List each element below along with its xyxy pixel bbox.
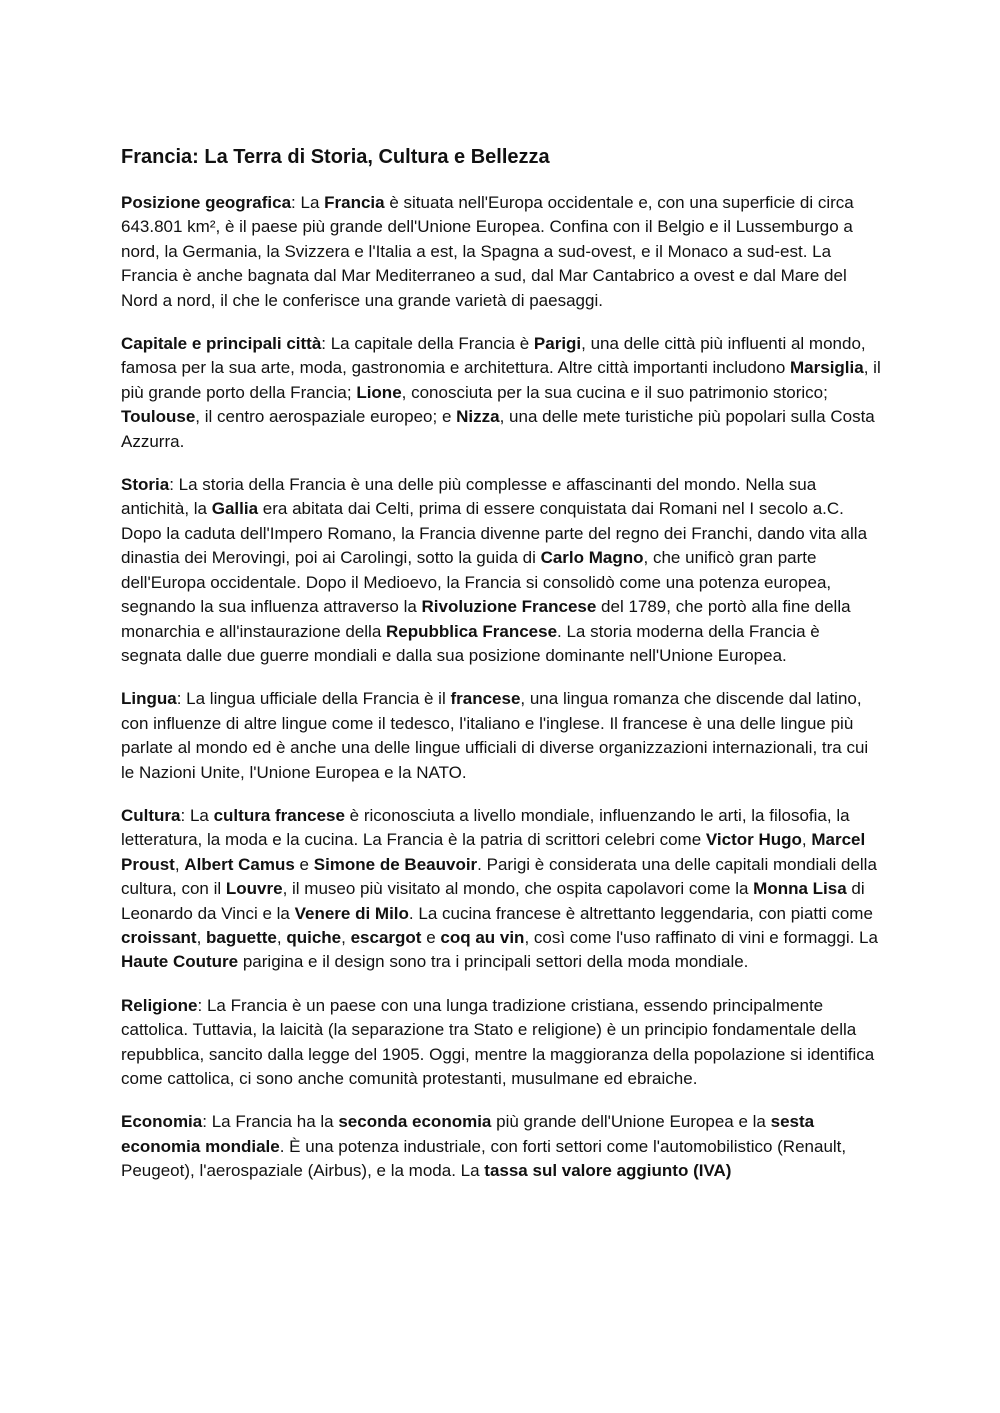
bold-term: Storia xyxy=(121,475,170,495)
body-text: : La lingua ufficiale della Francia è il xyxy=(176,689,451,709)
paragraph-cultura xyxy=(121,804,881,975)
body-text: : La xyxy=(180,805,214,825)
body-text: , il museo più visitato al mondo, che ospita capolavori come la xyxy=(282,879,754,899)
bold-term: Monna Lisa xyxy=(753,879,847,899)
bold-term: baguette xyxy=(206,927,277,947)
body-text: , una delle città più influenti al mondo, famosa per la sua arte, moda, gastronomia e architettura. Altre città importanti includono xyxy=(121,334,866,378)
bold-term: Gallia xyxy=(211,499,259,519)
paragraph-capitale xyxy=(121,332,881,454)
bold-term: Economia xyxy=(121,1112,203,1132)
bold-term: Repubblica Francese xyxy=(386,621,558,641)
body-text: : La capitale della Francia è xyxy=(321,334,534,354)
bold-term: Venere di Milo xyxy=(294,903,409,923)
body-text: . È una potenza industriale, con forti settori come l'automobilistico (Renault, Peugeot), l'aerospaziale (Airbus), e la moda. La xyxy=(121,1136,847,1181)
bold-term: Lingua xyxy=(121,689,177,709)
body-text: , xyxy=(276,927,287,947)
bold-term: tassa sul valore aggiunto (IVA) xyxy=(484,1161,732,1181)
document-page xyxy=(121,143,881,1203)
body-text: , xyxy=(801,830,812,850)
bold-term: Rivoluzione Francese xyxy=(421,597,597,617)
body-text: è riconosciuta a livello mondiale, influenzando le arti, la filosofia, la letteratura, la moda e la cucina. La Francia è la patria di scrittori celebri come xyxy=(121,805,850,850)
bold-term: Carlo Magno xyxy=(540,548,644,568)
body-text: , il centro aerospaziale europeo; e xyxy=(195,407,457,427)
document-body xyxy=(121,191,881,1184)
body-text: e xyxy=(294,854,314,874)
bold-term: Nizza xyxy=(456,407,500,427)
bold-term: Francia xyxy=(324,193,385,212)
body-text: e xyxy=(421,927,441,947)
body-text: , una delle mete turistiche più popolari sulla Costa Azzurra. xyxy=(121,407,875,451)
bold-term: Haute Couture xyxy=(121,952,239,972)
bold-term: Louvre xyxy=(225,879,283,899)
bold-term: coq au vin xyxy=(440,927,525,947)
body-text: , così come l'uso raffinato di vini e formaggi. La xyxy=(524,927,878,947)
bold-term: Victor Hugo xyxy=(705,830,802,850)
bold-term: francese xyxy=(450,689,521,709)
bold-term: Religione xyxy=(121,995,198,1015)
body-text: è situata nell'Europa occidentale e, con una superficie di circa 643.801 km², è il paese più grande dell'Unione Europea. Confina con il Belgio e il Lussemburgo a nord, la Germania, la Svizzera e l'Italia a est, la Spagna a sud-ovest, e il Monaco a sud-est. La Francia è anche bagnata dal Mar Mediterraneo a sud, dal Mar Cantabrico a ovest e dal Mare del Nord a nord, il che le conferisce una grande varietà di paesaggi. xyxy=(121,193,854,310)
body-text: di Leonardo da Vinci e la xyxy=(121,879,865,923)
body-text: . La cucina francese è altrettanto leggendaria, con piatti come xyxy=(408,903,873,923)
body-text: : La Francia è un paese con una lunga tradizione cristiana, essendo principalmente cattolica. Tuttavia, la laicità (la separazione tra Stato e religione) è un principio fondamentale della repubblica, sancito dalla legge del 1905. Oggi, mentre la maggioranza della popolazione si identifica come cattolica, ci sono anche comunità protestanti, musulmane ed ebraiche. xyxy=(121,995,875,1088)
bold-term: Albert Camus xyxy=(184,854,295,874)
body-text: : La Francia ha la xyxy=(202,1112,339,1132)
body-text: , conosciuta per la sua cucina e il suo patrimonio storico; xyxy=(401,382,828,402)
bold-term: escargot xyxy=(350,927,422,947)
body-text: . La storia moderna della Francia è segnata dalle due guerre mondiali e dalla sua posizione dominante nell'Unione Europea. xyxy=(121,621,820,665)
body-text: , xyxy=(196,927,207,947)
bold-term: Simone de Beauvoir xyxy=(313,854,478,874)
body-text: , una lingua romanza che discende dal latino, con influenze di altre lingue come il tedesco, l'italiano e l'inglese. Il francese è una delle lingue più parlate al mondo ed è anche una delle lingue ufficiali di diverse organizzazioni internazionali, tra cui le Nazioni Unite, l'Unione Europea e la NATO. xyxy=(121,689,869,782)
body-text: era abitata dai Celti, prima di essere conquistata dai Romani nel I secolo a.C. Dopo la caduta dell'Impero Romano, la Francia divenne parte del regno dei Franchi, dando vita alla dinastia dei Merovingi, poi ai Carolingi, sotto la guida di xyxy=(121,499,868,568)
bold-term: Toulouse xyxy=(121,407,196,427)
paragraph-economia xyxy=(121,1110,881,1183)
body-text: del 1789, che portò alla fine della monarchia e all'instaurazione della xyxy=(121,597,851,641)
paragraph-religione xyxy=(121,994,881,1092)
bold-term: Parigi xyxy=(533,334,582,354)
paragraph-storia xyxy=(121,473,881,668)
bold-term: Marsiglia xyxy=(790,358,864,378)
body-text: , che unificò gran parte dell'Europa occidentale. Dopo il Medioevo, la Francia si consolidò come una potenza europea, segnando la sua influenza attraverso la xyxy=(121,548,832,617)
bold-term: Marcel Proust xyxy=(121,830,866,874)
paragraph-posizione xyxy=(121,191,881,313)
bold-term: croissant xyxy=(121,927,197,947)
bold-term: cultura francese xyxy=(213,805,345,825)
body-text: parigina e il design sono tra i principali settori della moda mondiale. xyxy=(238,952,749,972)
body-text: , xyxy=(174,854,185,874)
bold-term: seconda economia xyxy=(338,1112,492,1132)
body-text: più grande dell'Unione Europea e la xyxy=(491,1112,771,1132)
body-text: . Parigi è considerata una delle capitali mondiali della cultura, con il xyxy=(121,854,877,899)
bold-term: sesta economia mondiale xyxy=(121,1112,815,1156)
body-text: , xyxy=(341,927,351,947)
paragraph-lingua xyxy=(121,687,881,785)
bold-term: quiche xyxy=(286,927,342,947)
document-title: Francia: La Terra di Storia, Cultura e Bellezza xyxy=(121,146,550,168)
bold-term: Lione xyxy=(356,382,402,402)
bold-term: Posizione geografica xyxy=(121,193,292,212)
bold-term: Cultura xyxy=(121,805,181,825)
body-text: , il più grande porto della Francia; xyxy=(121,358,881,402)
bold-term: Capitale e principali città xyxy=(121,334,322,354)
body-text: : La xyxy=(291,193,325,212)
body-text: : La storia della Francia è una delle più complesse e affascinanti del mondo. Nella sua antichità, la xyxy=(121,475,817,519)
